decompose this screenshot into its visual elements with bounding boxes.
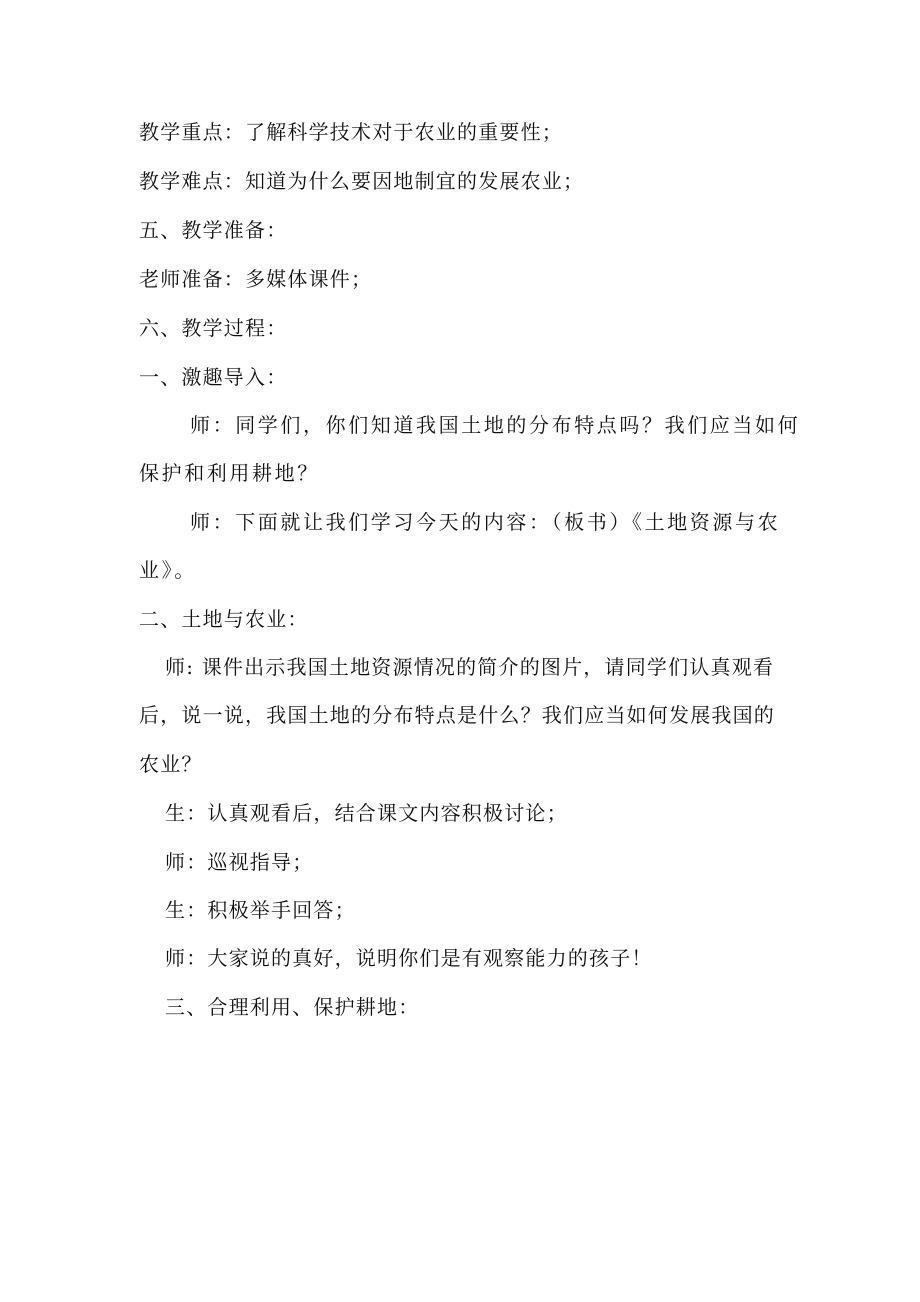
- teacher-courseware-line-1: 师: 课件出示我国土地资源情况的简介的图片，请同学们认真观看: [165, 655, 775, 679]
- teacher-praise-line: 师：大家说的真好，说明你们是有观察能力的孩子！: [165, 946, 653, 970]
- section-heading-preparation: 五、教学准备：: [139, 218, 288, 242]
- teacher-courseware-line-3: 农业？: [139, 752, 203, 776]
- teacher-intro-line-2: 业》。: [139, 558, 197, 582]
- teacher-preparation-line: 老师准备：多媒体课件；: [139, 267, 373, 291]
- teacher-question-line-2: 保护和利用耕地？: [139, 461, 320, 485]
- subsection-heading-intro: 一、激趣导入：: [139, 365, 288, 389]
- teacher-courseware-line-2: 后，说一说，我国土地的分布特点是什么？我们应当如何发展我国的: [139, 703, 775, 727]
- subsection-heading-farmland: 三、合理利用、保护耕地：: [165, 995, 420, 1019]
- teacher-question-line-1: 师：同学们，你们知道我国土地的分布特点吗？我们应当如何: [190, 413, 801, 437]
- student-answer-line: 生：积极举手回答；: [165, 898, 356, 922]
- section-heading-process: 六、教学过程：: [139, 316, 288, 340]
- key-point-line: 教学重点：了解科学技术对于农业的重要性；: [139, 120, 563, 144]
- student-discussion-line: 生：认真观看后，结合课文内容积极讨论；: [165, 801, 568, 825]
- difficulty-line: 教学难点：知道为什么要因地制宜的发展农业；: [139, 169, 585, 193]
- teacher-intro-line-1: 师：下面就让我们学习今天的内容：（板书）《土地资源与农: [190, 510, 781, 534]
- subsection-heading-land-agriculture: 二、土地与农业：: [139, 607, 309, 631]
- teacher-guidance-line: 师：巡视指导；: [165, 850, 314, 874]
